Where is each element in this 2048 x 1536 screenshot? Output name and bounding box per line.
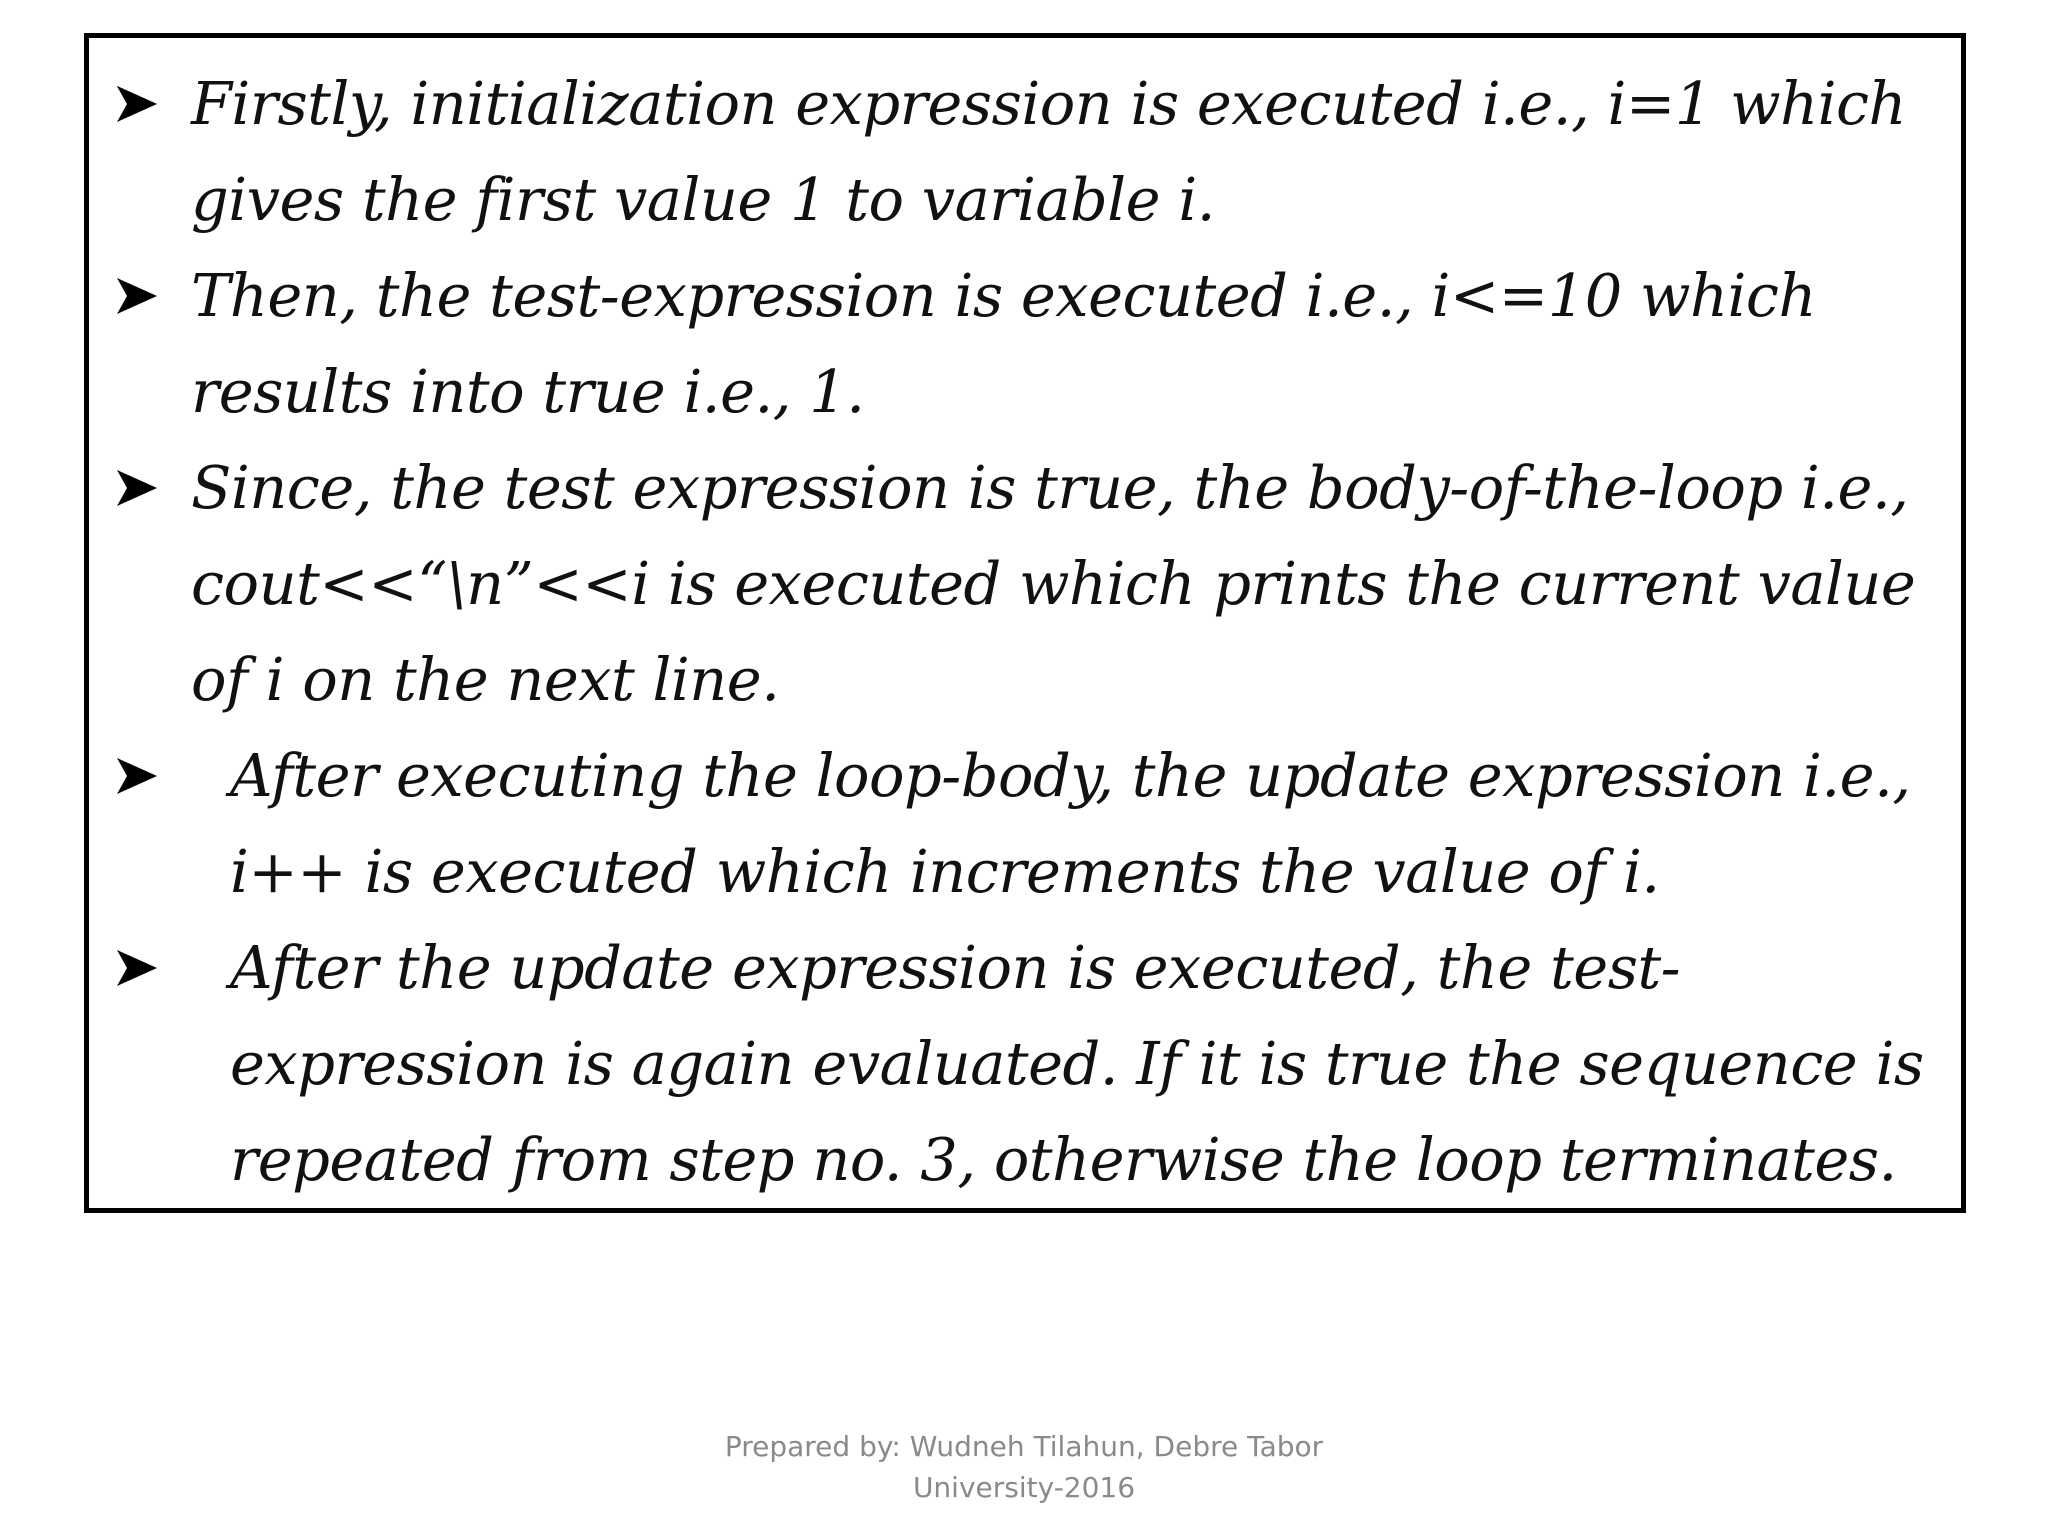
bullet-text: Since, the test expression is true, the body-of-the-loop i.e., cout<<“\n”<<i is executed which prints the current value of i on the next line. — [191, 453, 1916, 714]
arrowhead-bullet-icon — [115, 920, 163, 1016]
bullet-item-4 — [115, 728, 1931, 920]
bullet-item-3 — [115, 440, 1931, 728]
footer-line-1: Prepared by: Wudneh Tilahun, Debre Tabor — [724, 1430, 1324, 1463]
bullet-item-1 — [115, 56, 1931, 248]
arrowhead-bullet-icon — [115, 248, 163, 344]
bullet-list — [115, 56, 1931, 1208]
bullet-text: After the update expression is executed, the test-expression is again evaluated. If it is true the sequence is repeated from step no. 3, otherwise the loop terminates. — [230, 933, 1924, 1194]
arrowhead-bullet-icon — [115, 440, 163, 536]
arrowhead-bullet-icon — [115, 56, 163, 152]
arrowhead-bullet-icon — [115, 728, 163, 824]
bullet-item-5 — [115, 920, 1931, 1208]
footer-line-2: University-2016 — [912, 1471, 1136, 1504]
bullet-text: After executing the loop-body, the update expression i.e., i++ is executed which increments the value of i. — [230, 741, 1911, 906]
content-box — [84, 33, 1966, 1213]
footer-credit — [0, 1426, 2048, 1508]
bullet-item-2 — [115, 248, 1931, 440]
bullet-text: Then, the test-expression is executed i.e., i<=10 which results into true i.e., 1. — [191, 261, 1816, 426]
bullet-text: Firstly, initialization expression is executed i.e., i=1 which gives the first value 1 to variable i. — [191, 69, 1907, 234]
